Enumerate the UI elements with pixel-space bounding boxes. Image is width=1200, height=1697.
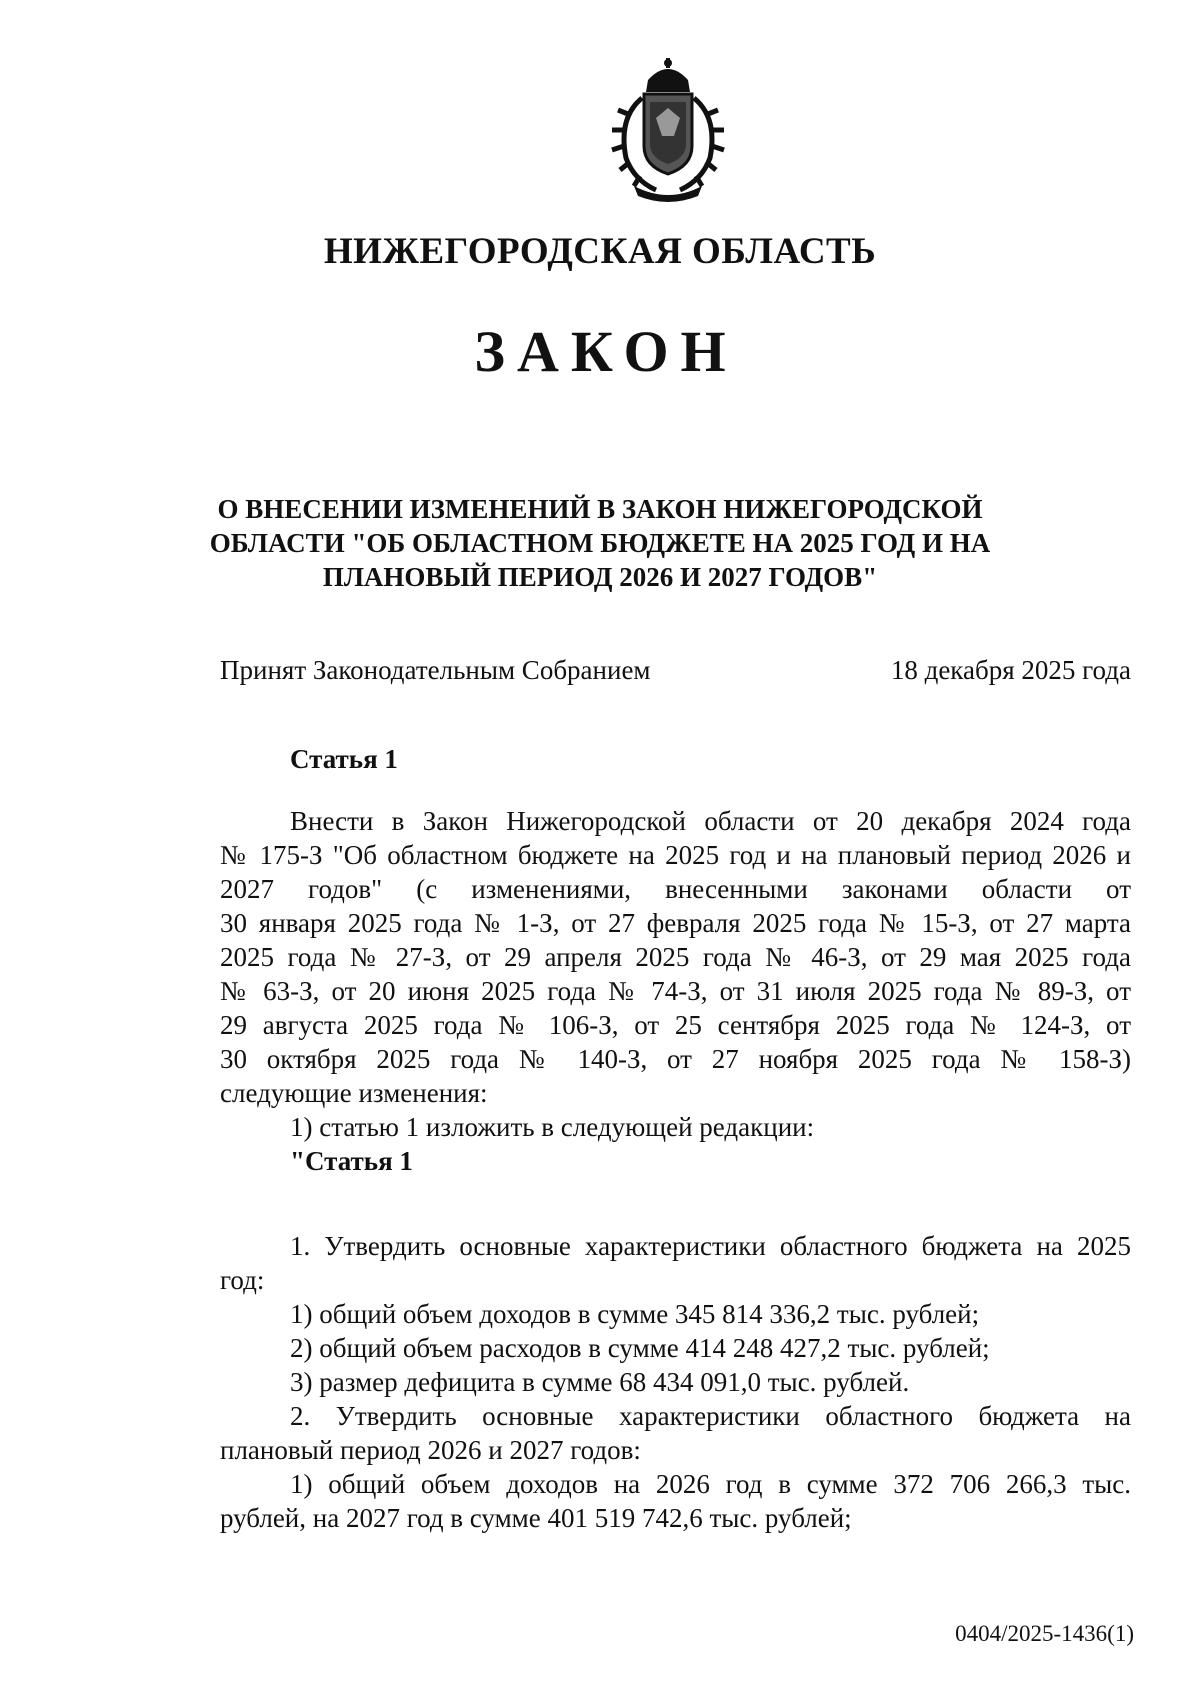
list-item: 1) общий объем доходов в сумме 345 814 336,2 тыс. рублей; [290, 1299, 980, 1329]
law-subject-line: О ВНЕСЕНИИ ИЗМЕНЕНИЙ В ЗАКОН НИЖЕГОРОДСКОЙ [217, 494, 983, 524]
paragraph-line: год: [220, 1265, 265, 1295]
adoption-date: 18 декабря 2025 года [890, 655, 1131, 685]
paragraph-line: 30 октября 2025 года № 140-З, от 27 ноября 2025 года № 158-З) [220, 1044, 1131, 1074]
paragraph-line: № 175-З "Об областном бюджете на 2025 год и на плановый период 2026 и [220, 840, 1131, 870]
law-subject-title [200, 492, 1000, 594]
paragraph-line: 2. Утвердить основные характеристики областного бюджета на [290, 1401, 1131, 1431]
document-code: 0404/2025-1436(1) [955, 1621, 1134, 1646]
list-item: 2) общий объем расходов в сумме 414 248 427,2 тыс. рублей; [290, 1333, 990, 1363]
document-type-title: ЗАКОН [474, 319, 738, 384]
paragraph-line: 1. Утвердить основные характеристики областного бюджета на 2025 [290, 1231, 1131, 1261]
adopting-body: Принят Законодательным Собранием [220, 655, 651, 685]
paragraph-line: 29 августа 2025 года № 106-З, от 25 сентября 2025 года № 124-З, от [220, 1010, 1131, 1040]
coat-of-arms-emblem [598, 58, 738, 204]
amendment-heading: "Статья 1 [290, 1146, 413, 1176]
article-heading: Статья 1 [290, 744, 398, 774]
law-subject-line: ПЛАНОВЫЙ ПЕРИОД 2026 И 2027 ГОДОВ" [322, 562, 878, 592]
amendment-intro: 1) статью 1 изложить в следующей редакции: [290, 1112, 815, 1142]
list-item: 1) общий объем доходов на 2026 год в сумме 372 706 266,3 тыс. [290, 1469, 1131, 1499]
paragraph-line: плановый период 2026 и 2027 годов: [220, 1435, 641, 1465]
list-item: 3) размер дефицита в сумме 68 434 091,0 тыс. рублей. [290, 1367, 910, 1397]
paragraph-line: 2027 годов" (с изменениями, внесенными законами области от [220, 874, 1131, 904]
list-item: рублей, на 2027 год в сумме 401 519 742,6 тыс. рублей; [220, 1503, 852, 1533]
paragraph-line: № 63-З, от 20 июня 2025 года № 74-З, от 31 июля 2025 года № 89-З, от [220, 976, 1131, 1006]
paragraph-line: следующие изменения: [220, 1078, 488, 1108]
article-1-paragraph [220, 804, 1131, 1178]
paragraph-line: 2025 года № 27-З, от 29 апреля 2025 года № 46-З, от 29 мая 2025 года [220, 942, 1131, 972]
law-subject-line: ОБЛАСТИ "ОБ ОБЛАСТНОМ БЮДЖЕТЕ НА 2025 ГОД И НА [209, 528, 991, 558]
paragraph-line: Внести в Закон Нижегородской области от 20 декабря 2024 года [290, 806, 1131, 836]
paragraph-line: 30 января 2025 года № 1-З, от 27 февраля 2025 года № 15-З, от 27 марта [220, 908, 1131, 938]
region-title: НИЖЕГОРОДСКАЯ ОБЛАСТЬ [323, 231, 877, 272]
point-1 [220, 1229, 1131, 1535]
